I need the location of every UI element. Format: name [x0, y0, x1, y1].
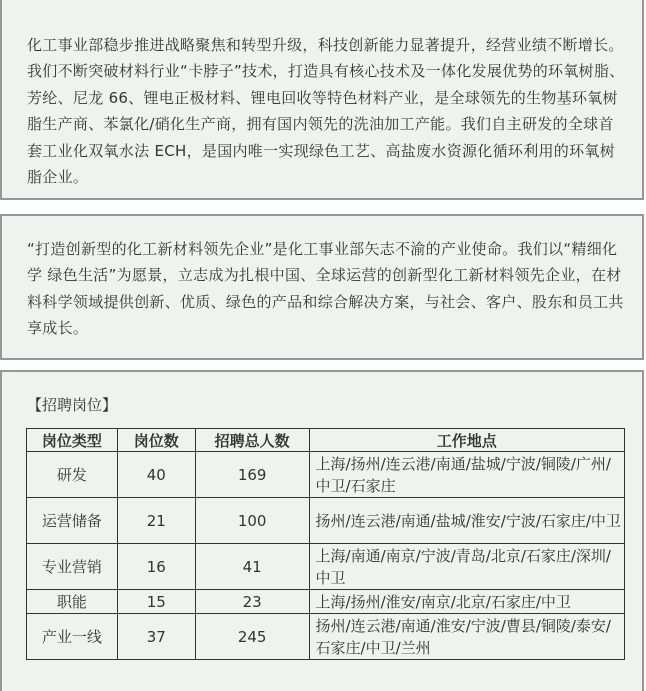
recruitment-section-title: 【招聘岗位】 — [27, 396, 118, 414]
row-position-type: 运营储备 — [27, 498, 118, 544]
row-work-location: 扬州/连云港/南通/盐城/淮安/宁波/石家庄/中卫 — [309, 498, 624, 544]
row-position-type: 专业营销 — [27, 544, 118, 590]
header-total-hires: 招聘总人数 — [195, 429, 309, 452]
table-row — [27, 590, 625, 614]
row-total-hires: 23 — [195, 590, 309, 614]
row-position-type: 职能 — [27, 590, 118, 614]
row-total-hires: 245 — [195, 614, 309, 660]
intro-paragraph-mission: “打造创新型的化工新材料领先企业”是化工事业部矢志不渝的产业使命。我们以“精细化学 绿色生活”为愿景，立志成为扎根中国、全球运营的创新型化工新材料领先企业，在材料科学领域提供创新、优质、绿色的产品和综合解决方案，与社会、客户、股东和员工共享成长。 — [27, 240, 624, 338]
table-row — [27, 544, 625, 590]
row-position-type: 研发 — [27, 452, 118, 498]
header-position-type: 岗位类型 — [27, 429, 118, 452]
header-position-count: 岗位数 — [117, 429, 195, 452]
intro-paragraph-business: 化工事业部稳步推进战略聚焦和转型升级，科技创新能力显著提升，经营业绩不断增长。我们不断突破材料行业“卡脖子”技术，打造具有核心技术及一体化发展优势的环氧树脂、芳纶、尼龙 66、锂电正极材料、锂电回收等特色材料产业，是全球领先的生物基环氧树脂生产商、苯氯化/硝化生产商，拥有国内领先的洗油加工产能。我们自主研发的全球首套工业化双氧水法 ECH，是国内唯一实现绿色工艺、高盐废水资源化循环利用的环氧树脂企业。 — [27, 36, 625, 187]
row-position-count: 21 — [117, 498, 195, 544]
header-work-location: 工作地点 — [309, 429, 624, 452]
row-total-hires: 100 — [195, 498, 309, 544]
row-position-count: 40 — [117, 452, 195, 498]
row-total-hires: 41 — [195, 544, 309, 590]
row-work-location: 上海/扬州/淮安/南京/北京/石家庄/中卫 — [309, 590, 624, 614]
row-total-hires: 169 — [195, 452, 309, 498]
recruitment-card — [0, 370, 644, 691]
table-header-row — [27, 429, 625, 452]
intro-card-business — [0, 0, 644, 200]
table-row — [27, 452, 625, 498]
row-position-count: 15 — [117, 590, 195, 614]
row-position-type: 产业一线 — [27, 614, 118, 660]
row-position-count: 16 — [117, 544, 195, 590]
row-work-location: 上海/扬州/连云港/南通/盐城/宁波/铜陵/广州/中卫/石家庄 — [309, 452, 624, 498]
table-row — [27, 614, 625, 660]
row-work-location: 扬州/连云港/南通/淮安/宁波/曹县/铜陵/泰安/石家庄/中卫/兰州 — [309, 614, 624, 660]
intro-card-mission — [0, 214, 644, 360]
row-work-location: 上海/南通/南京/宁波/青岛/北京/石家庄/深圳/中卫 — [309, 544, 624, 590]
row-position-count: 37 — [117, 614, 195, 660]
table-row — [27, 498, 625, 544]
recruitment-table — [26, 428, 625, 660]
